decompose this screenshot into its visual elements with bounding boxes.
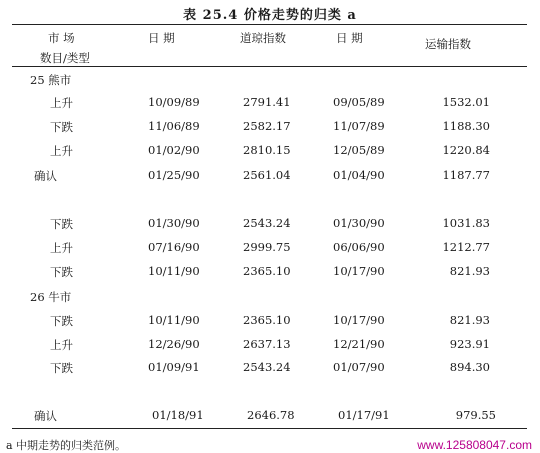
header-market: 市 场 [48,31,75,45]
header-count-type: 数目/类型 [40,51,90,65]
footnote: a 中期走势的归类范例。 [6,439,127,452]
header-date-transport: 日 期 [336,31,363,45]
row-label: 下跌 [50,361,73,375]
row-date-transport: 01/04/90 [333,168,385,182]
row-transport-value: 894.30 [449,360,490,374]
row-label: 确认 [34,409,57,423]
row-date-dow: 11/06/89 [148,119,200,133]
row-date-transport: 01/30/90 [333,216,385,230]
row-label: 上升 [50,241,73,255]
row-date-dow: 01/09/91 [148,360,200,374]
row-transport-value: 821.93 [449,264,490,278]
row-date-dow: 01/30/90 [148,216,200,230]
row-date-transport: 11/07/89 [333,119,385,133]
row-dow-value: 2561.04 [243,168,291,182]
row-transport-value: 1031.83 [442,216,490,230]
row-date-dow: 01/02/90 [148,143,200,157]
row-label: 下跌 [50,265,73,279]
row-dow-value: 2582.17 [243,119,291,133]
row-date-dow: 01/25/90 [148,168,200,182]
row-dow-value: 2646.78 [247,408,295,422]
table-title: 表 25.4 价格走势的归类 a [183,8,357,23]
watermark-url: www.125808047.com [417,438,532,452]
row-date-transport: 01/07/90 [333,360,385,374]
row-transport-value: 1532.01 [442,95,490,109]
header-transport-index: 运输指数 [425,37,471,51]
row-transport-value: 1188.30 [442,119,490,133]
row-dow-value: 2791.41 [243,95,291,109]
row-transport-value: 1212.77 [442,240,490,254]
row-dow-value: 2365.10 [243,313,291,327]
header-dow-index: 道琼指数 [240,31,286,45]
row-date-transport: 01/17/91 [338,408,390,422]
row-label: 上升 [50,96,73,110]
row-date-transport: 12/21/90 [333,337,385,351]
row-label: 上升 [50,144,73,158]
row-dow-value: 2637.13 [243,337,291,351]
bottom-rule [12,428,527,429]
row-date-dow: 10/11/90 [148,313,200,327]
row-label: 下跌 [50,120,73,134]
header-date-dow: 日 期 [148,31,175,45]
row-date-transport: 10/17/90 [333,264,385,278]
row-date-transport: 10/17/90 [333,313,385,327]
row-transport-value: 979.55 [455,408,496,422]
row-date-dow: 12/26/90 [148,337,200,351]
row-label: 上升 [50,338,73,352]
row-transport-value: 1220.84 [442,143,490,157]
row-date-transport: 06/06/90 [333,240,385,254]
row-dow-value: 2999.75 [243,240,291,254]
row-label: 下跌 [50,217,73,231]
row-transport-value: 923.91 [449,337,490,351]
row-date-transport: 09/05/89 [333,95,385,109]
section-label-bull: 26 牛市 [30,290,72,304]
row-date-dow: 07/16/90 [148,240,200,254]
row-transport-value: 821.93 [449,313,490,327]
row-transport-value: 1187.77 [442,168,490,182]
section-label-bear: 25 熊市 [30,73,72,87]
row-date-dow: 01/18/91 [152,408,204,422]
row-date-dow: 10/11/90 [148,264,200,278]
top-rule [12,24,527,25]
row-date-transport: 12/05/89 [333,143,385,157]
row-dow-value: 2543.24 [243,216,291,230]
header-rule [12,66,527,67]
row-label: 确认 [34,169,57,183]
row-dow-value: 2810.15 [243,143,291,157]
row-dow-value: 2543.24 [243,360,291,374]
row-label: 下跌 [50,314,73,328]
row-date-dow: 10/09/89 [148,95,200,109]
row-dow-value: 2365.10 [243,264,291,278]
